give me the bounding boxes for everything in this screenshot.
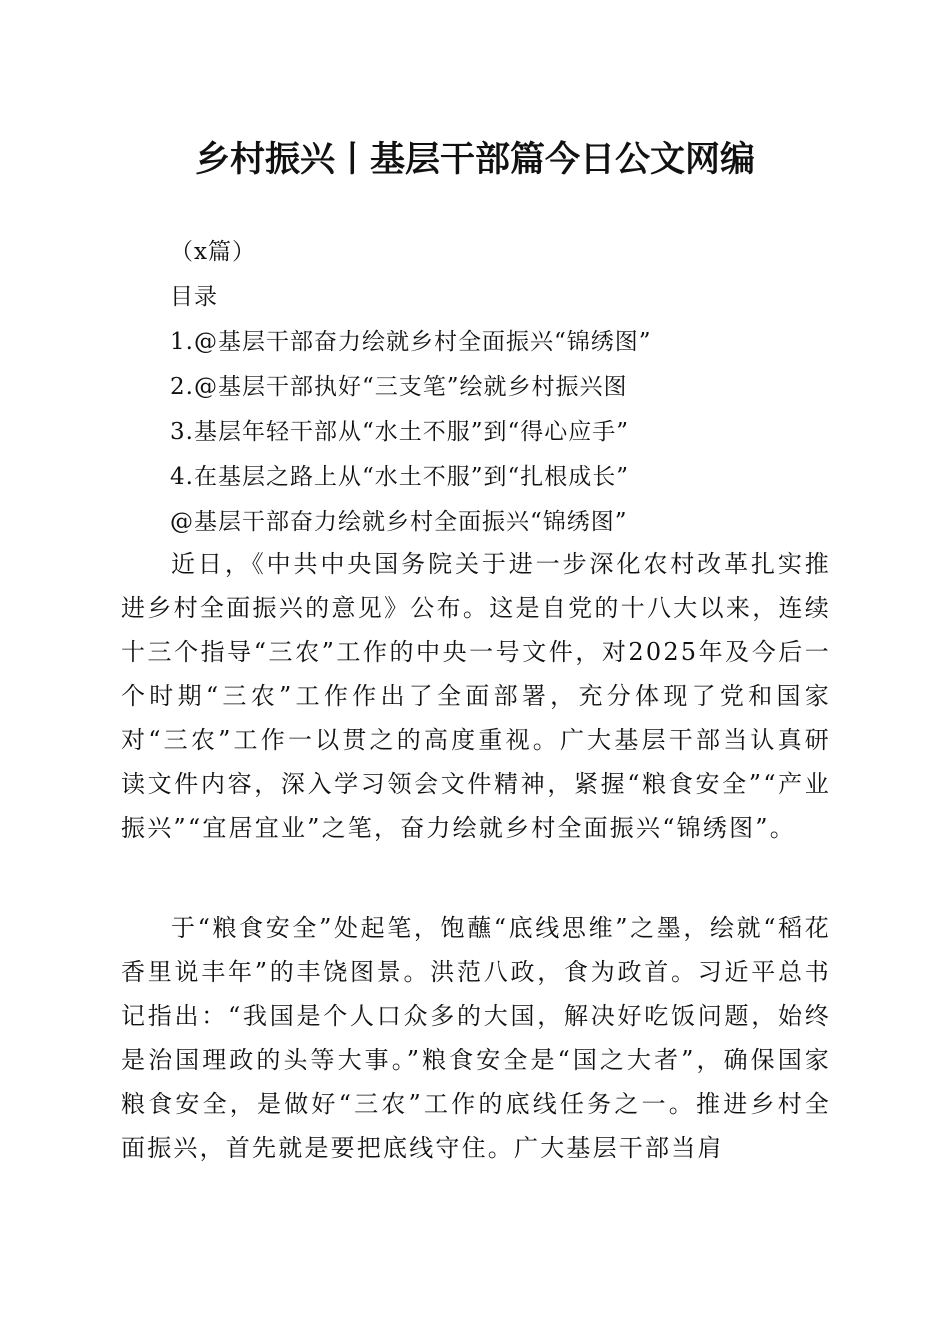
count-note: （x篇） bbox=[170, 239, 256, 265]
section-title: @基层干部奋力绘就乡村全面振兴“锦绣图” bbox=[170, 509, 628, 535]
toc-item: 2.@基层干部执好“三支笔”绘就乡村振兴图 bbox=[170, 374, 628, 400]
body-paragraph: 近日，《中共中央国务院关于进一步深化农村改革扎实推进乡村全面振兴的意见》公布。这是自党的十八大以来，连续十三个指导“三农”工作的中央一号文件，对2025年及今后一个时期“三农”工作作出了全面部署，充分体现了党和国家对“三农”工作一以贯之的高度重视。广大基层干部当认真研读文件内容，深入学习领会文件精神，紧握“粮食安全”“产业振兴”“宜居宜业”之笔，奋力绘就乡村全面振兴“锦绣图”。 bbox=[121, 550, 831, 842]
toc-item: 4.在基层之路上从“水土不服”到“扎根成长” bbox=[170, 464, 629, 490]
toc-item: 3.基层年轻干部从“水土不服”到“得心应手” bbox=[170, 419, 629, 445]
toc-heading: 目录 bbox=[170, 284, 218, 310]
toc-item: 1.@基层干部奋力绘就乡村全面振兴“锦绣图” bbox=[170, 329, 652, 355]
document-title: 乡村振兴丨基层干部篇今日公文网编 bbox=[194, 139, 755, 180]
body-paragraph: 于“粮食安全”处起笔，饱蘸“底线思维”之墨，绘就“稻花香里说丰年”的丰饶图景。洪范八政，食为政首。习近平总书记指出：“我国是个人口众多的大国，解决好吃饭问题，始终是治国理政的头等大事。”粮食安全是“国之大者”，确保国家粮食安全，是做好“三农”工作的底线任务之一。推进乡村全面振兴，首先就是要把底线守住。广大基层干部当肩 bbox=[121, 914, 831, 1162]
